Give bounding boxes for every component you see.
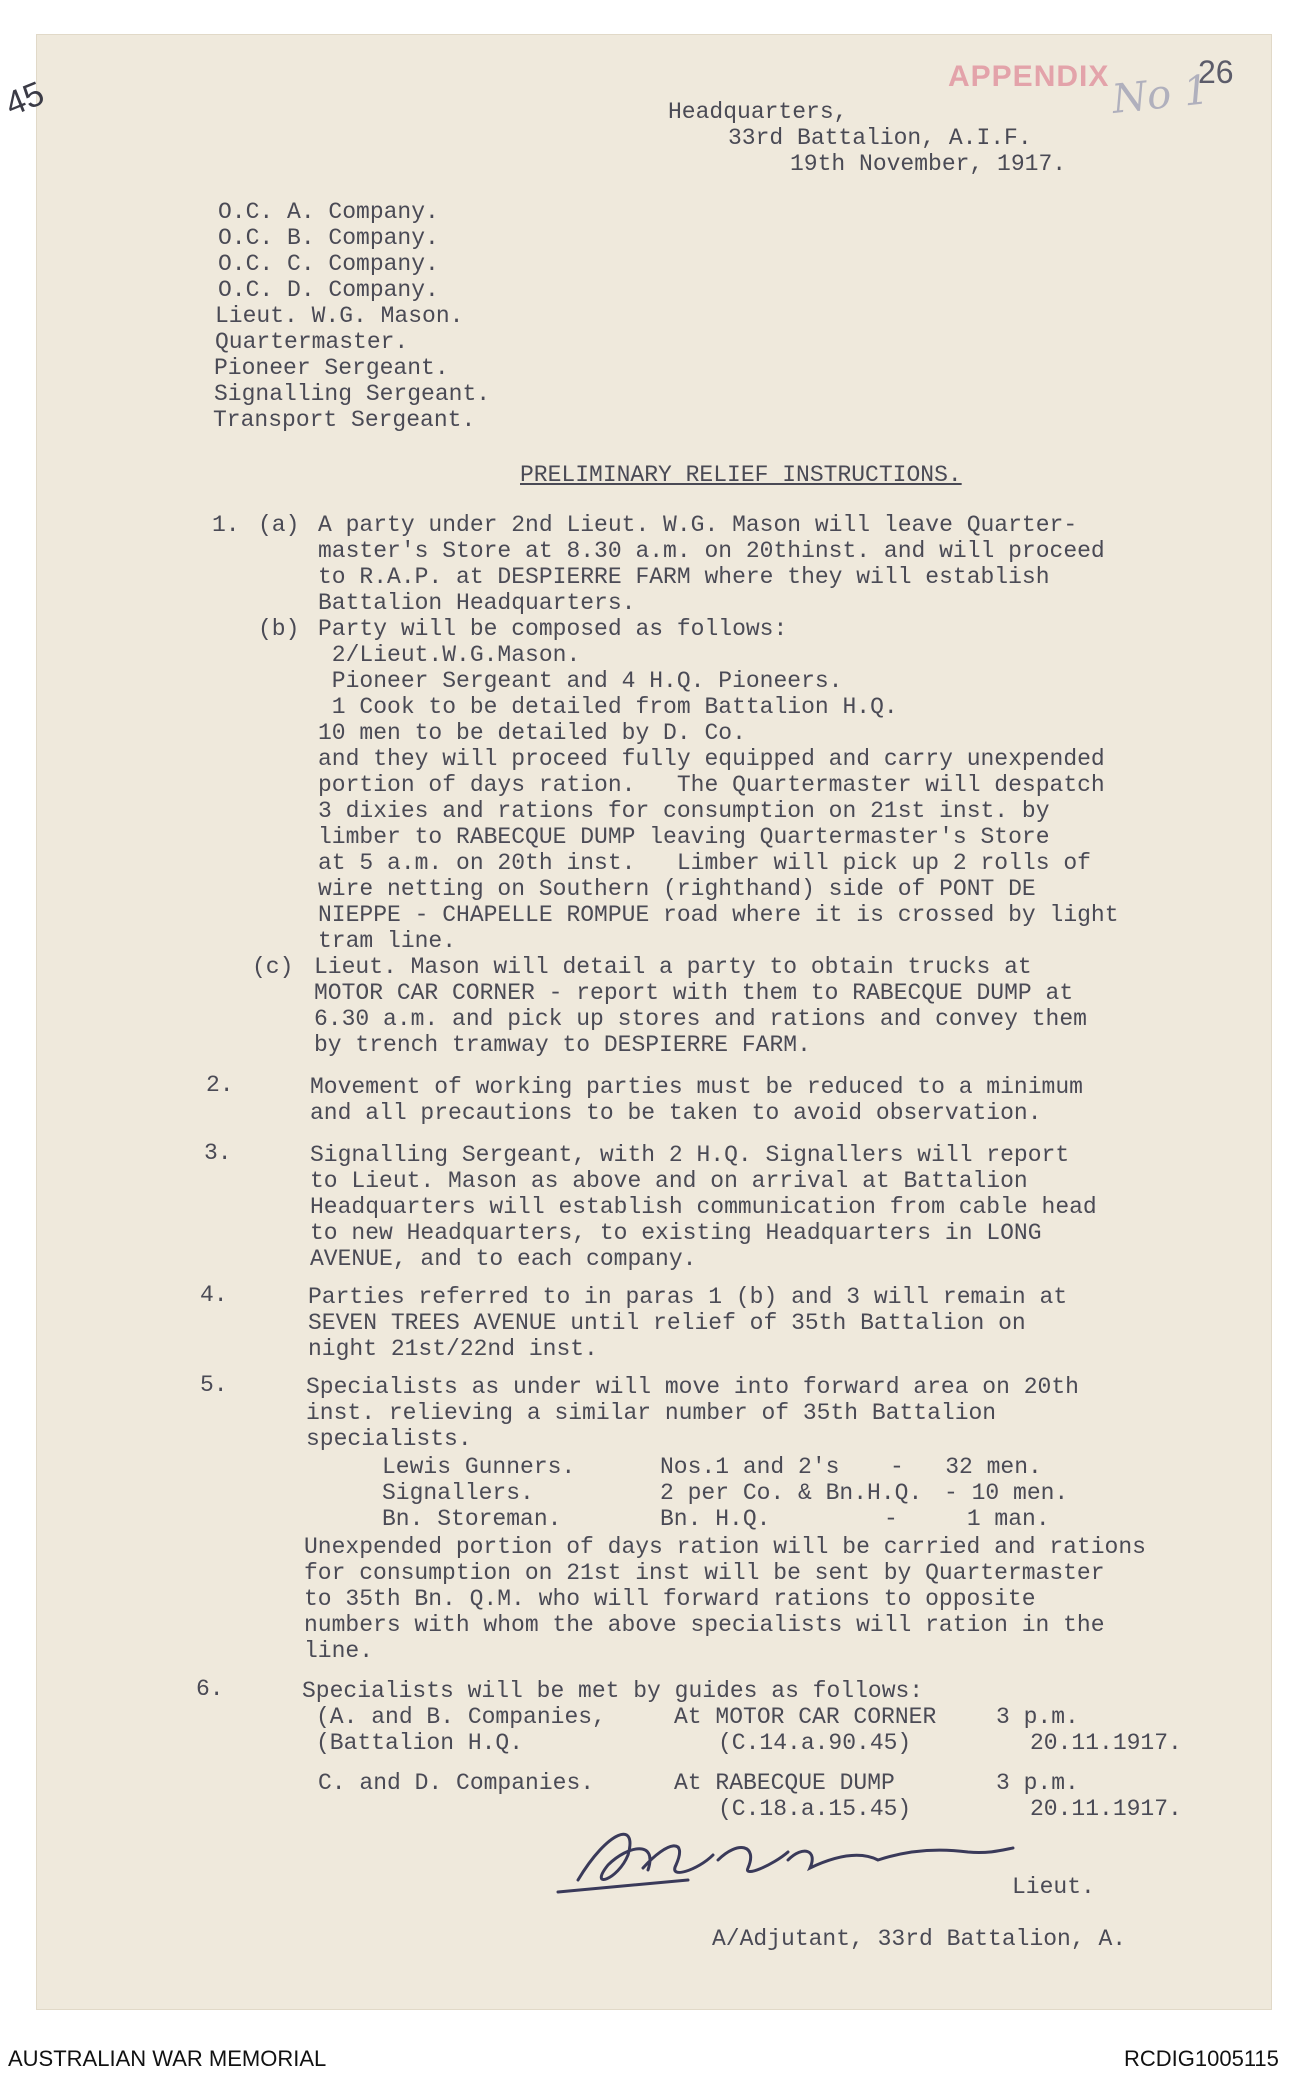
- para-1c-line: Lieut. Mason will detail a party to obtain trucks at: [314, 954, 1032, 980]
- addressee: O.C. A. Company.: [218, 199, 439, 225]
- para-3-line: AVENUE, and to each company.: [310, 1246, 697, 1272]
- para-1c-line: MOTOR CAR CORNER - report with them to RABECQUE DUMP at: [314, 980, 1074, 1006]
- guide-group: (Battalion H.Q.: [316, 1730, 524, 1756]
- heading-line-1: Headquarters,: [668, 99, 848, 125]
- sub-label: (b): [258, 616, 300, 642]
- page-number: 26: [1198, 54, 1234, 90]
- para-number: 3.: [204, 1140, 232, 1166]
- para-number: 6.: [196, 1676, 224, 1702]
- para-6-line: Specialists will be met by guides as follows:: [302, 1678, 924, 1704]
- para-1a-line: A party under 2nd Lieut. W.G. Mason will leave Quarter-: [318, 512, 1078, 538]
- para-5-line: Specialists as under will move into forward area on 20th: [306, 1374, 1079, 1400]
- addressee: O.C. C. Company.: [218, 251, 439, 277]
- map-reference: (C.14.a.90.45): [718, 1730, 912, 1756]
- para-5-after-line: numbers with whom the above specialists will ration in the: [304, 1612, 1105, 1638]
- guide-date: 20.11.1917.: [1030, 1796, 1182, 1822]
- specialist-count: - 10 men.: [944, 1480, 1069, 1506]
- guide-date: 20.11.1917.: [1030, 1730, 1182, 1756]
- heading-line-2: 33rd Battalion, A.I.F.: [728, 125, 1032, 151]
- specialist-count: - 32 men.: [890, 1454, 1042, 1480]
- para-1a-line: Battalion Headquarters.: [318, 590, 636, 616]
- document-title: PRELIMINARY RELIEF INSTRUCTIONS.: [520, 462, 962, 488]
- para-1b-line: 1 Cook to be detailed from Battalion H.Q.: [318, 694, 898, 720]
- para-1b-line: tram line.: [318, 928, 457, 954]
- para-5-after-line: for consumption on 21st inst will be sent by Quartermaster: [304, 1560, 1105, 1586]
- para-1b-line: limber to RABECQUE DUMP leaving Quartermaster's Store: [318, 824, 1050, 850]
- para-5-line: inst. relieving a similar number of 35th Battalion: [306, 1400, 997, 1426]
- margin-number: 45: [0, 74, 50, 124]
- footer-source: AUSTRALIAN WAR MEMORIAL: [8, 2046, 327, 2071]
- guide-group: (A. and B. Companies,: [316, 1704, 606, 1730]
- para-1b-line: portion of days ration. The Quartermaster will despatch: [318, 772, 1105, 798]
- para-1b-line: Pioneer Sergeant and 4 H.Q. Pioneers.: [318, 668, 843, 694]
- para-2-line: Movement of working parties must be reduced to a minimum: [310, 1074, 1083, 1100]
- para-1b-line: at 5 a.m. on 20th inst. Limber will pick up 2 rolls of: [318, 850, 1091, 876]
- para-1a-line: to R.A.P. at DESPIERRE FARM where they will establish: [318, 564, 1050, 590]
- signature-rank: Lieut.: [1012, 1874, 1095, 1900]
- addressee: Transport Sergeant.: [213, 407, 476, 433]
- sub-label: (c): [252, 954, 294, 980]
- addressee: O.C. B. Company.: [218, 225, 439, 251]
- appendix-number: No 1: [1109, 67, 1212, 123]
- guide-time: 3 p.m.: [996, 1770, 1079, 1796]
- specialist-type: Lewis Gunners.: [382, 1454, 576, 1480]
- para-1b-line: 2/Lieut.W.G.Mason.: [318, 642, 581, 668]
- guide-place: At RABECQUE DUMP: [674, 1770, 895, 1796]
- para-5-line: specialists.: [306, 1426, 472, 1452]
- specialist-count: - 1 man.: [884, 1506, 1050, 1532]
- para-1b-line: wire netting on Southern (righthand) side of PONT DE: [318, 876, 1036, 902]
- para-4-line: Parties referred to in paras 1 (b) and 3 will remain at: [308, 1284, 1068, 1310]
- heading-line-3: 19th November, 1917.: [790, 151, 1067, 177]
- para-3-line: to new Headquarters, to existing Headquarters in LONG: [310, 1220, 1042, 1246]
- para-5-after-line: to 35th Bn. Q.M. who will forward rations to opposite: [304, 1586, 1036, 1612]
- para-3-line: to Lieut. Mason as above and on arrival at Battalion: [310, 1168, 1028, 1194]
- specialist-type: Bn. Storeman.: [382, 1506, 562, 1532]
- para-1a-line: master's Store at 8.30 a.m. on 20thinst. and will proceed: [318, 538, 1105, 564]
- para-1c-line: 6.30 a.m. and pick up stores and rations and convey them: [314, 1006, 1087, 1032]
- addressee: Pioneer Sergeant.: [214, 355, 449, 381]
- guide-group: C. and D. Companies.: [318, 1770, 595, 1796]
- para-1b-line: 10 men to be detailed by D. Co.: [318, 720, 746, 746]
- footer-id: RCDIG1005115: [1124, 2046, 1279, 2071]
- para-1c-line: by trench tramway to DESPIERRE FARM.: [314, 1032, 811, 1058]
- addressee: Quartermaster.: [215, 329, 409, 355]
- sub-label: (a): [258, 512, 300, 538]
- map-reference: (C.18.a.15.45): [718, 1796, 912, 1822]
- para-number: 2.: [206, 1072, 234, 1098]
- appendix-stamp: APPENDIX: [948, 60, 1110, 93]
- para-3-line: Signalling Sergeant, with 2 H.Q. Signallers will report: [310, 1142, 1070, 1168]
- para-5-after-line: line.: [304, 1638, 374, 1664]
- para-number: 4.: [200, 1282, 228, 1308]
- specialist-source: Nos.1 and 2's: [660, 1454, 840, 1480]
- para-4-line: SEVEN TREES AVENUE until relief of 35th Battalion on: [308, 1310, 1026, 1336]
- para-1b-line: NIEPPE - CHAPELLE ROMPUE road where it is crossed by light: [318, 902, 1119, 928]
- signature-title: A/Adjutant, 33rd Battalion, A.: [712, 1926, 1127, 1952]
- specialist-source: 2 per Co. & Bn.H.Q.: [660, 1480, 923, 1506]
- para-5-after-line: Unexpended portion of days ration will be carried and rations: [304, 1534, 1146, 1560]
- para-2-line: and all precautions to be taken to avoid observation.: [310, 1100, 1042, 1126]
- para-1b-line: and they will proceed fully equipped and carry unexpended: [318, 746, 1105, 772]
- guide-time: 3 p.m.: [996, 1704, 1079, 1730]
- addressee: Signalling Sergeant.: [214, 381, 491, 407]
- para-1b-line: 3 dixies and rations for consumption on 21st inst. by: [318, 798, 1050, 824]
- para-number: 5.: [200, 1372, 228, 1398]
- specialist-source: Bn. H.Q.: [660, 1506, 771, 1532]
- para-3-line: Headquarters will establish communication from cable head: [310, 1194, 1097, 1220]
- para-4-line: night 21st/22nd inst.: [308, 1336, 598, 1362]
- addressee: Lieut. W.G. Mason.: [215, 303, 464, 329]
- specialist-type: Signallers.: [382, 1480, 534, 1506]
- addressee: O.C. D. Company.: [218, 277, 439, 303]
- handwritten-signature: [548, 1810, 1018, 1905]
- para-1b-line: Party will be composed as follows:: [318, 616, 788, 642]
- para-number: 1.: [212, 512, 240, 538]
- guide-place: At MOTOR CAR CORNER: [674, 1704, 937, 1730]
